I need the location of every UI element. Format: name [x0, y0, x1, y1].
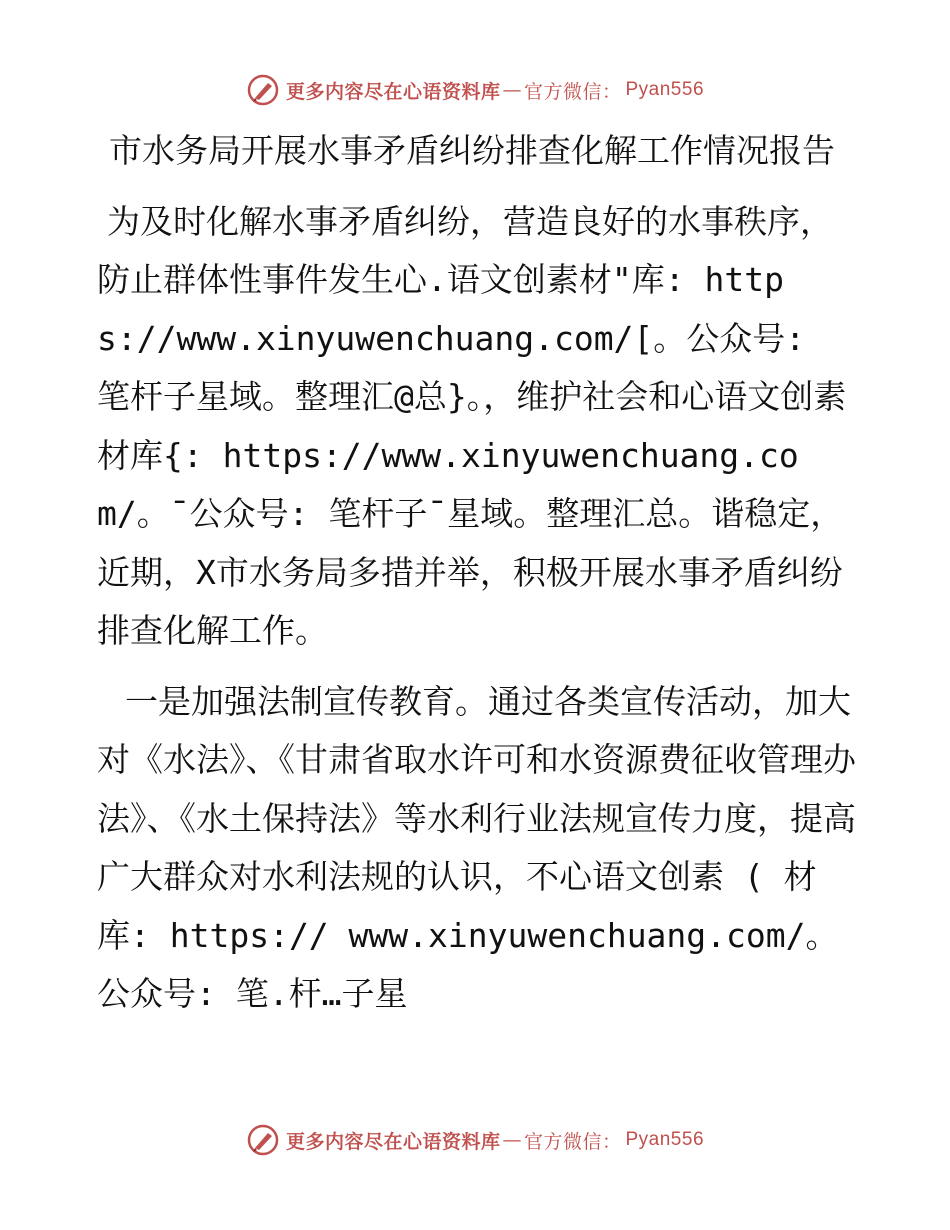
paragraph-intro: 为及时化解水事矛盾纠纷，营造良好的水事秩序，防止群体性事件发生心.语文创素材"库: https://www.xinyuwenchuang.com/[。公众号: 笔杆子星域。整理汇@总}。，维护社会和心语文创素材库{: https://www.xinyuwenchuang.com/。¯公众号: 笔杆子¯星域。整理汇总。谐稳定，近期，X市水务局多措并举，积极开展水事矛盾纠纷排查化解工作。 — [97, 201, 847, 650]
document-body — [97, 122, 857, 1024]
pen-logo-icon — [246, 73, 280, 107]
header-watermark-banner — [0, 70, 950, 110]
banner-separator: — — [502, 79, 522, 101]
banner-main-text: 更多内容尽在心语资料库 — [285, 80, 501, 103]
banner-separator: — — [502, 1129, 522, 1151]
footer-watermark-banner — [0, 1120, 950, 1160]
banner-wechat-label: 官方微信： — [523, 1130, 622, 1153]
paragraph-legal-education: 一是加强法制宣传教育。通过各类宣传活动，加大对《水法》、《甘肃省取水许可和水资源费征收管理办法》、《水土保持法》等水利行业法规宣传力度，提高广大群众对水利法规的认识，不心语文创素 ( 材库: https:// www.xinyuwenchuang.com/。公众号: 笔.杆…子星 — [97, 681, 856, 1013]
banner-wechat-label: 官方微信： — [523, 80, 622, 103]
document-title: 市水务局开展水事矛盾纠纷排查化解工作情况报告 — [109, 131, 835, 170]
banner-wechat-id: Pyan556 — [625, 1129, 705, 1150]
banner-main-text: 更多内容尽在心语资料库 — [285, 1130, 501, 1153]
pen-logo-icon — [246, 1123, 280, 1157]
banner-wechat-id: Pyan556 — [625, 79, 705, 100]
